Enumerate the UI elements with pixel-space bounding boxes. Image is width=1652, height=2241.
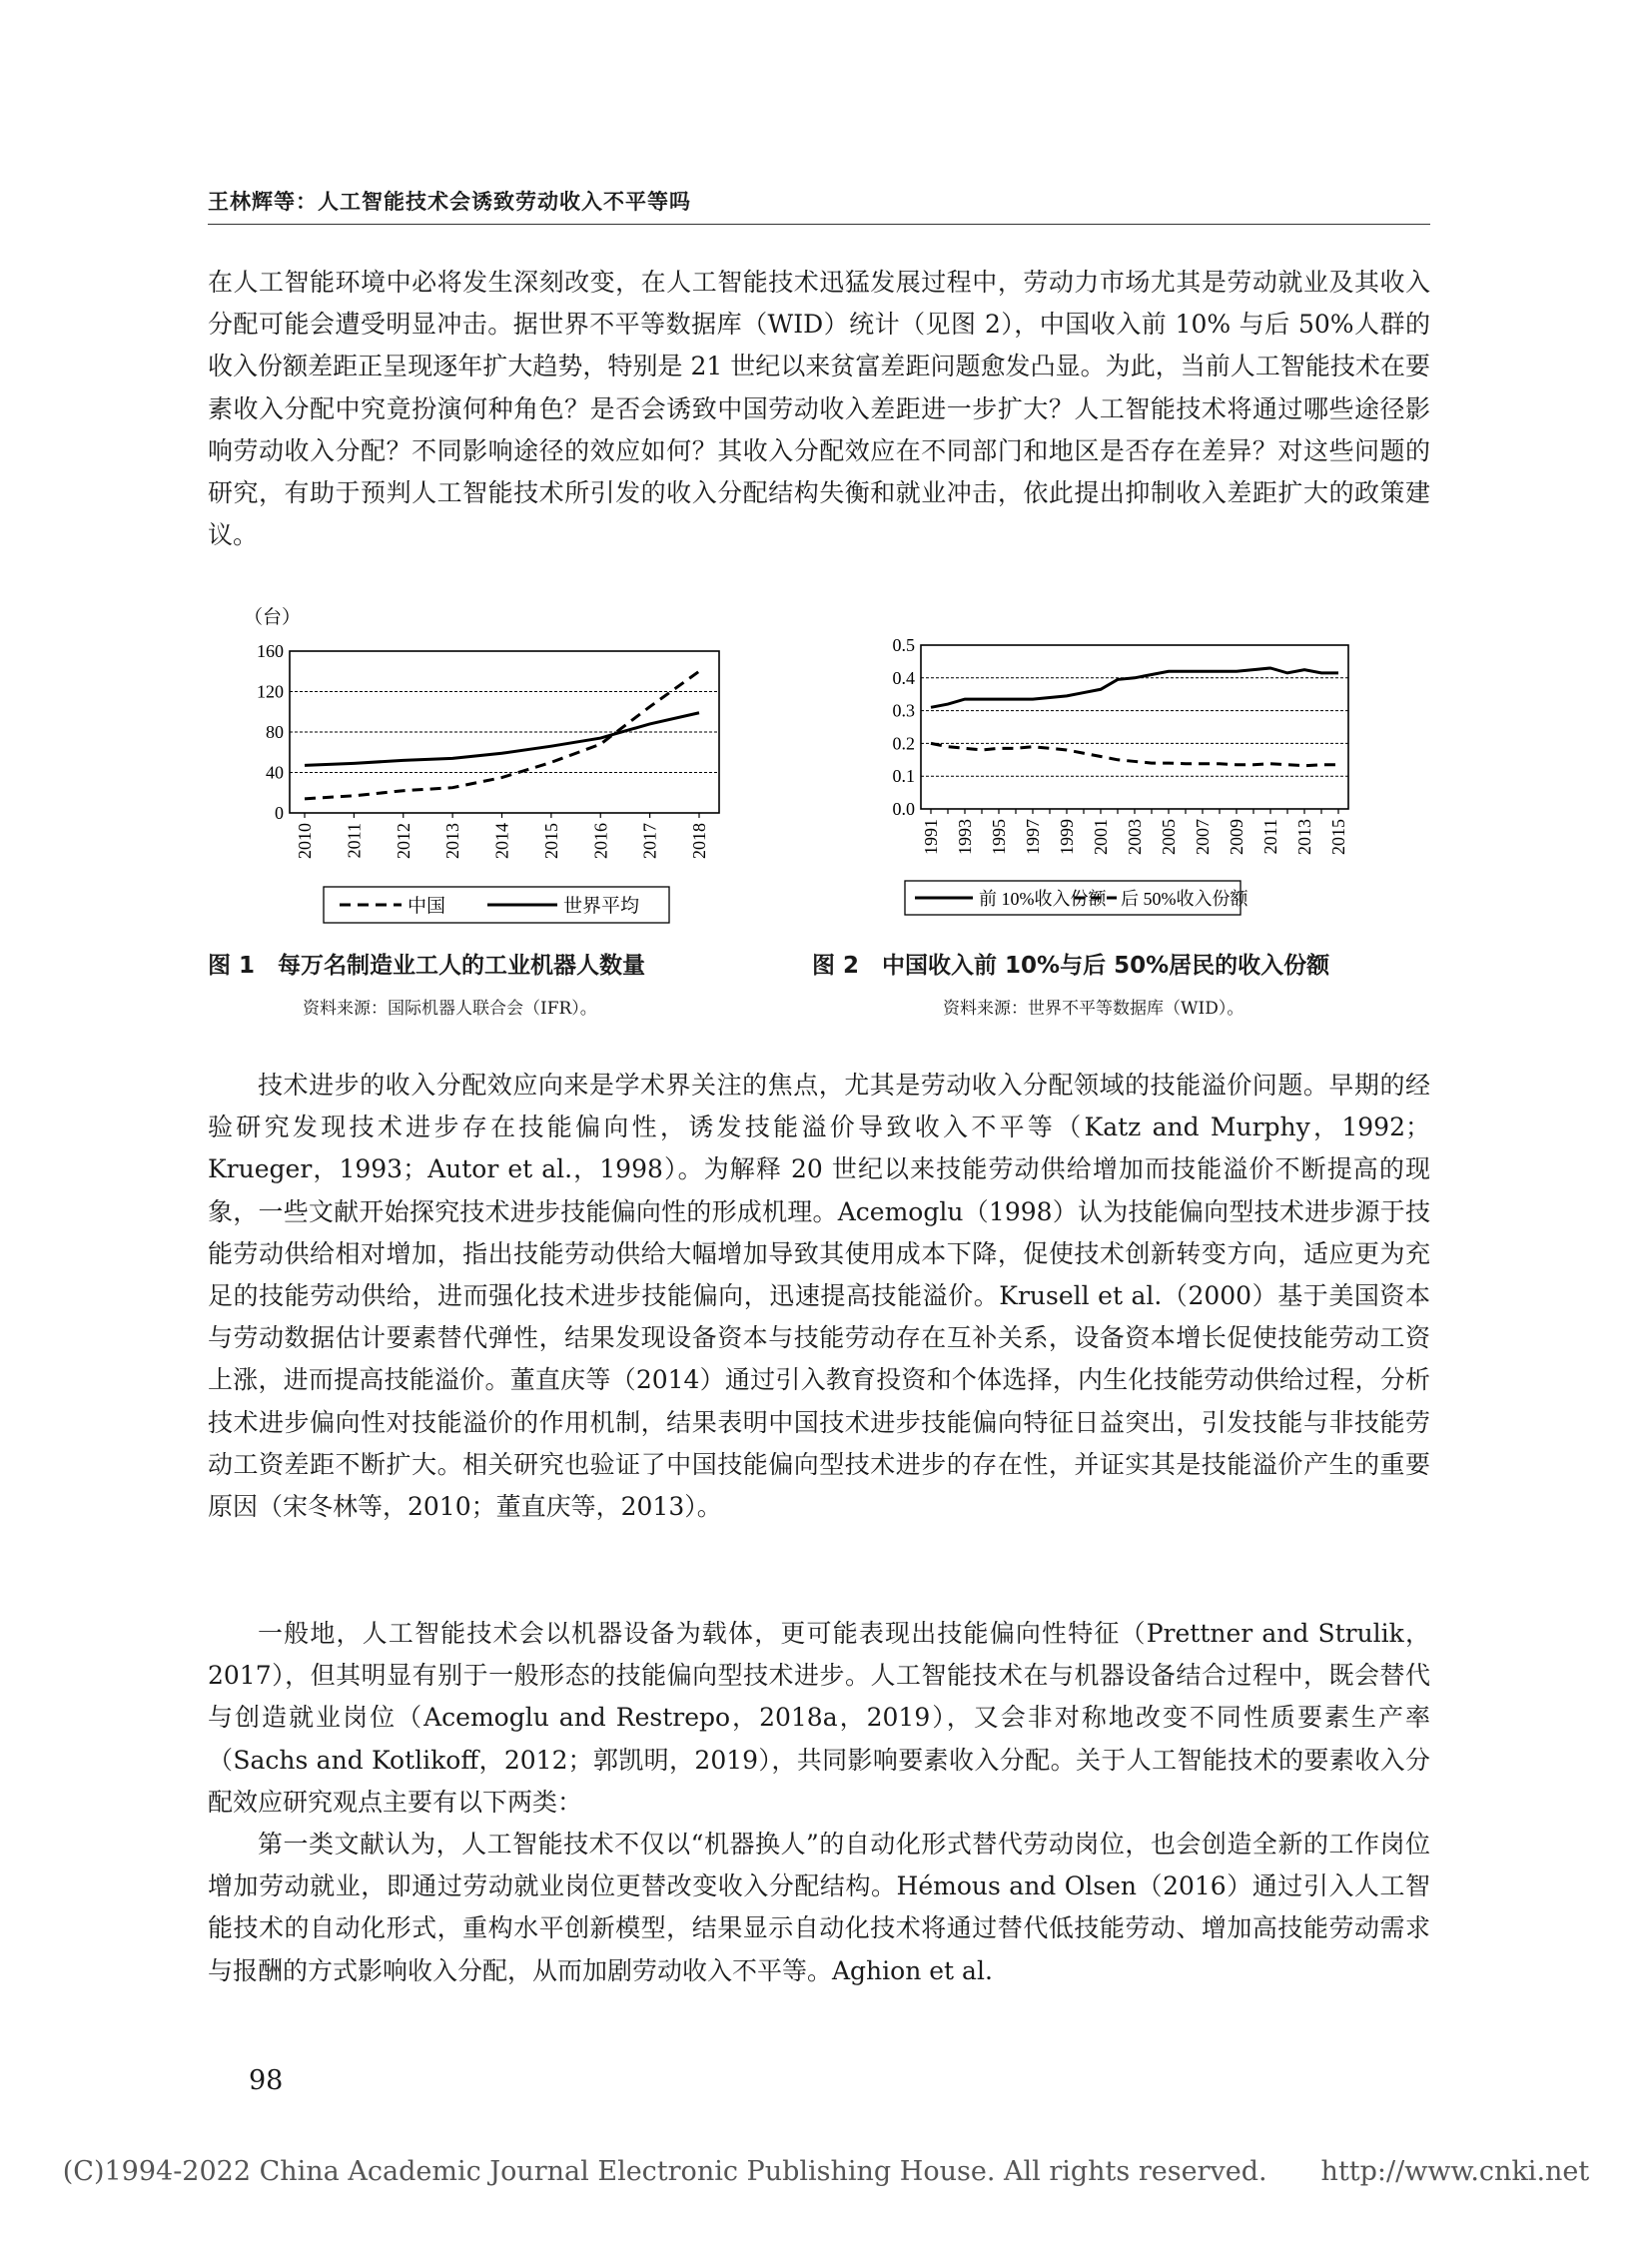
chart1-x-tick-label: 2013 — [442, 823, 463, 859]
chart1-y-tick-label: 120 — [257, 681, 284, 702]
chart2-x-tick-label: 1999 — [1057, 819, 1077, 855]
running-head: 王林辉等：人工智能技术会诱致劳动收入不平等吗 — [208, 190, 691, 214]
paragraph-intro-continued: 在人工智能环境中必将发生深刻改变，在人工智能技术迅猛发展过程中，劳动力市场尤其是劳动就业及其收入分配可能会遭受明显冲击。据世界不平等数据库（WID）统计（见图 2），中国收入前 10% 与后 50%人群的收入份额差距正呈现逐年扩大趋势，特别是 21 世纪以来贫富差距问题愈发凸显。为此，当前人工智能技术在要素收入分配中究竟扮演何种角色？是否会诱致中国劳动收入差距进一步扩大？人工智能技术将通过哪些途径影响劳动收入分配？不同影响途径的效应如何？其收入分配效应在不同部门和地区是否存在差异？对这些问题的研究，有助于预判人工智能技术所引发的收入分配结构失衡和就业冲击，依此提出抑制收入差距扩大的政策建议。 — [208, 268, 1430, 550]
chart2-y-tick-label: 0.1 — [892, 766, 915, 787]
chart2-legend-label: 后 50%收入份额 — [1121, 889, 1248, 909]
figure-1-caption: 图 1 每万名制造业工人的工业机器人数量 — [208, 953, 646, 979]
chart2-y-tick-label: 0.2 — [892, 733, 915, 754]
chart2-x-tick-label: 2009 — [1227, 819, 1246, 855]
chart2-x-tick-label: 2003 — [1125, 819, 1145, 855]
chart2-x-tick-label: 2013 — [1294, 819, 1314, 855]
chart1-x-tick-label: 2014 — [491, 823, 512, 859]
figure-2-source: 资料来源：世界不平等数据库（WID）。 — [943, 999, 1244, 1019]
chart2-y-tick-label: 0.3 — [892, 700, 915, 721]
chart1-x-tick-label: 2016 — [590, 823, 611, 859]
chart2-plot-frame — [921, 645, 1348, 809]
figure-1-chart — [240, 599, 759, 929]
copyright-footer: (C)1994-2022 China Academic Journal Electronic Publishing House. All rights reserved. http://www.cnki.net — [62, 2156, 1590, 2187]
chart1-x-tick-label: 2012 — [393, 823, 413, 859]
chart1-series-line-world — [305, 713, 699, 766]
chart2-legend-label: 前 10%收入份额 — [979, 889, 1107, 909]
paragraph-ai-skill-bias: 一般地，人工智能技术会以机器设备为载体，更可能表现出技能偏向性特征（Prettner and Strulik，2017），但其明显有别于一般形态的技能偏向型技术进步。人工智能技术在与机器设备结合过程中，既会替代与创造就业岗位（Acemoglu and Restrepo，2018a，2019），又会非对称地改变不同性质要素生产率（Sachs and Kotlikoff，2012；郭凯明，2019），共同影响要素收入分配。关于人工智能技术的要素收入分配效应研究观点主要有以下两类： — [208, 1619, 1430, 1817]
chart1-series-line-china — [305, 671, 699, 799]
chart2-x-tick-label: 1997 — [1023, 819, 1043, 855]
chart1-x-tick-label: 2017 — [639, 823, 660, 859]
chart2-series-line-top10 — [931, 668, 1338, 707]
chart2-series-line-bottom50 — [931, 743, 1338, 765]
chart1-y-tick-label: 40 — [266, 762, 284, 783]
chart2-y-tick-label: 0.4 — [892, 667, 915, 688]
figure-2-caption: 图 2 中国收入前 10%与后 50%居民的收入份额 — [812, 953, 1330, 979]
paragraph-first-literature-type: 第一类文献认为，人工智能技术不仅以“机器换人”的自动化形式替代劳动岗位，也会创造全新的工作岗位增加劳动就业，即通过劳动就业岗位更替改变收入分配结构。Hémous and Olsen（2016）通过引入人工智能技术的自动化形式，重构水平创新模型，结果显示自动化技术将通过替代低技能劳动、增加高技能劳动需求与报酬的方式影响收入分配，从而加剧劳动收入不平等。Aghion et al. — [208, 1830, 1430, 1985]
chart1-y-tick-label: 0 — [275, 803, 284, 823]
chart1-x-tick-label: 2018 — [689, 823, 709, 859]
figure-1-source: 资料来源：国际机器人联合会（IFR）。 — [303, 999, 597, 1019]
page-number: 98 — [249, 2065, 284, 2096]
chart1-x-tick-label: 2015 — [540, 823, 561, 859]
chart2-x-tick-label: 2011 — [1260, 819, 1280, 855]
chart1-legend-label: 世界平均 — [563, 896, 640, 917]
chart1-y-tick-label: 80 — [266, 722, 284, 742]
chart2-x-tick-label: 1993 — [955, 819, 975, 855]
paragraph-literature-skill-premium: 技术进步的收入分配效应向来是学术界关注的焦点，尤其是劳动收入分配领域的技能溢价问题。早期的经验研究发现技术进步存在技能偏向性，诱发技能溢价导致收入不平等（Katz and Murphy，1992；Krueger，1993；Autor et al.，1998）。为解释 20 世纪以来技能劳动供给增加而技能溢价不断提高的现象，一些文献开始探究技术进步技能偏向性的形成机理。Acemoglu（1998）认为技能偏向型技术进步源于技能劳动供给相对增加，指出技能劳动供给大幅增加导致其使用成本下降，促使技术创新转变方向，适应更为充足的技能劳动供给，进而强化技术进步技能偏向，迅速提高技能溢价。Krusell et al.（2000）基于美国资本与劳动数据估计要素替代弹性，结果发现设备资本与技能劳动存在互补关系，设备资本增长促使技能劳动工资上涨，进而提高技能溢价。董直庆等（2014）通过引入教育投资和个体选择，内生化技能劳动供给过程，分析技术进步偏向性对技能溢价的作用机制，结果表明中国技术进步技能偏向特征日益突出，引发技能与非技能劳动工资差距不断扩大。相关研究也验证了中国技能偏向型技术进步的存在性，并证实其是技能溢价产生的重要原因（宋冬林等，2010；董直庆等，2013）。 — [208, 1071, 1430, 1522]
chart2-x-tick-label: 1995 — [989, 819, 1009, 855]
header-rule — [208, 224, 1430, 225]
chart2-y-tick-label: 0.5 — [892, 635, 915, 655]
chart2-x-tick-label: 1991 — [921, 819, 941, 855]
chart1-legend-label: 中国 — [408, 896, 446, 917]
chart2-x-tick-label: 2015 — [1328, 819, 1348, 855]
chart2-x-tick-label: 2007 — [1193, 819, 1213, 855]
chart2-x-tick-label: 2001 — [1091, 819, 1111, 855]
chart1-x-tick-label: 2011 — [344, 823, 365, 859]
chart2-y-tick-label: 0.0 — [892, 799, 915, 819]
chart2-x-tick-label: 2005 — [1159, 819, 1179, 855]
chart1-y-tick-label: 160 — [257, 641, 284, 661]
chart1-x-tick-label: 2010 — [295, 823, 315, 859]
figure-2-chart — [869, 629, 1388, 929]
chart1-y-unit-label: （台） — [244, 607, 302, 628]
